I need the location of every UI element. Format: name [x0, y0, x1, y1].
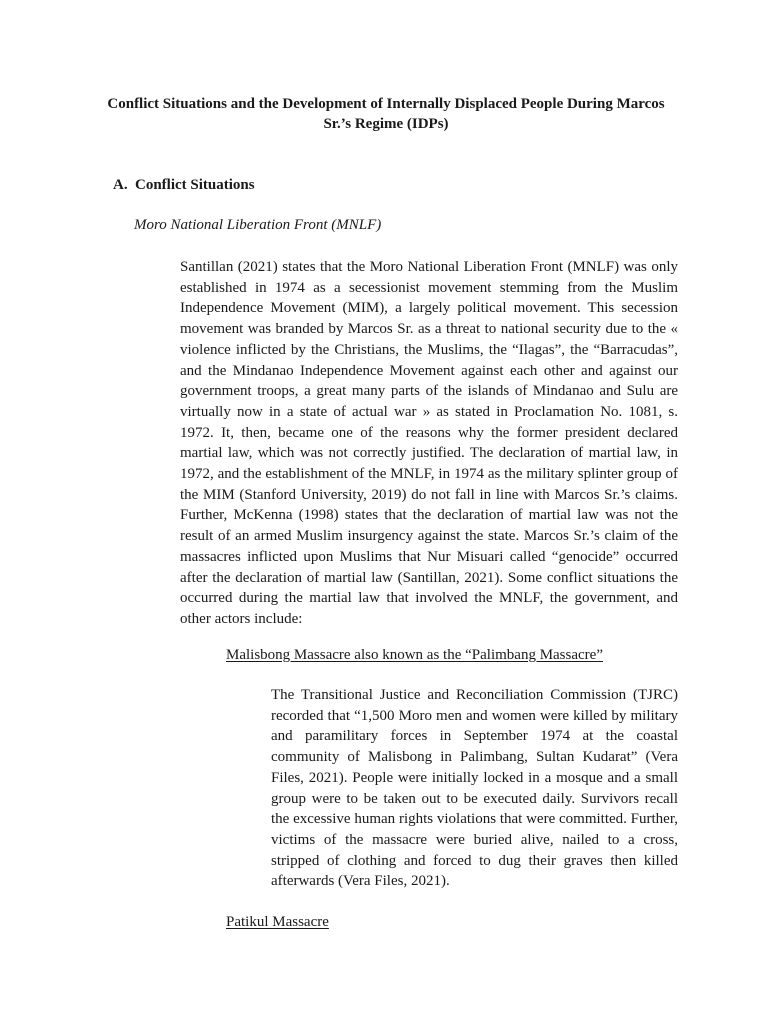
- body-paragraph-mnlf: Santillan (2021) states that the Moro National Liberation Front (MNLF) was only established in 1974 as a secessionist movement stemming from the Muslim Independence Movement (MIM), a largely political movement. This secession movement was branded by Marcos Sr. as a threat to national security due to the « violence inflicted by the Christians, the Muslims, the “Ilagas”, the “Barracudas”, and the Mindanao Independence Movement against each other and against our government troops, a great many parts of the islands of Mindanao and Sulu are virtually now in a state of actual war » as stated in Proclamation No. 1081, s. 1972. It, then, became one of the reasons why the former president declared martial law, which was not correctly justified. The declaration of martial law, in 1972, and the establishment of the MNLF, in 1974 as the military splinter group of the MIM (Stanford University, 2019) do not fall in line with Marcos Sr.’s claims. Further, McKenna (1998) states that the declaration of martial law was not the result of an armed Muslim insurgency against the state. Marcos Sr.’s claim of the massacres inflicted upon Muslims that Nur Misuari called “genocide” occurred after the declaration of martial law (Santillan, 2021). Some conflict situations the occurred during the martial law that involved the MNLF, the government, and other actors include:: [180, 259, 678, 627]
- subsection-heading-patikul: Patikul Massacre: [226, 914, 329, 930]
- section-heading-text: Conflict Situations: [135, 177, 255, 193]
- body-paragraph-malisbong: The Transitional Justice and Reconciliation Commission (TJRC) recorded that “1,500 Moro men and women were killed by military and paramilitary forces in September 1974 at the coastal community of Malisbong in Palimbang, Sultan Kudarat” (Vera Files, 2021). People were initially locked in a mosque and a small group were to be taken out to be executed daily. Survivors recall the excessive human rights violations that were committed. Further, victims of the massacre were buried alive, nailed to a cross, stripped of clothing and forced to dug their graves then killed afterwards (Vera Files, 2021).: [271, 687, 678, 890]
- subsection-heading-malisbong: Malisbong Massacre also known as the “Palimbang Massacre”: [226, 647, 603, 663]
- document-title: Conflict Situations and the Development of Internally Displaced People During Marcos Sr.’s Regime (IDPs): [107, 96, 665, 132]
- section-marker: A.: [113, 177, 128, 193]
- section-heading: [113, 175, 255, 195]
- subheading-mnlf: Moro National Liberation Front (MNLF): [134, 217, 382, 233]
